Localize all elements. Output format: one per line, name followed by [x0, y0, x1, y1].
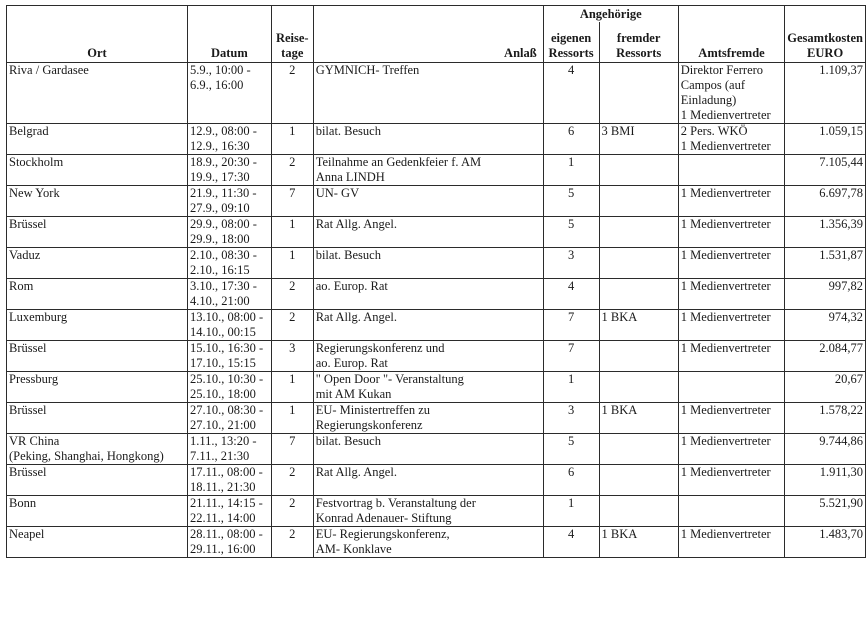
cell-amtsfremde: 1 Medienvertreter — [678, 186, 784, 217]
cell-gesamtkosten: 7.105,44 — [785, 155, 866, 186]
cell-ort: Brüssel — [7, 341, 188, 372]
cell-fremder-ressorts — [599, 465, 678, 496]
cell-reisetage: 7 — [271, 434, 313, 465]
cell-datum: 2.10., 08:30 - 2.10., 16:15 — [187, 248, 271, 279]
cell-datum: 27.10., 08:30 - 27.10., 21:00 — [187, 403, 271, 434]
cell-anlass: EU- Ministertreffen zu Regierungskonferenz — [313, 403, 543, 434]
cell-ort: Luxemburg — [7, 310, 188, 341]
cell-reisetage: 2 — [271, 310, 313, 341]
cell-eigenen-ressorts: 7 — [543, 310, 599, 341]
cell-datum: 18.9., 20:30 - 19.9., 17:30 — [187, 155, 271, 186]
cell-gesamtkosten: 6.697,78 — [785, 186, 866, 217]
cell-amtsfremde: 1 Medienvertreter — [678, 279, 784, 310]
cell-amtsfremde: 1 Medienvertreter — [678, 310, 784, 341]
cell-amtsfremde: 1 Medienvertreter — [678, 341, 784, 372]
cell-fremder-ressorts — [599, 341, 678, 372]
header-eigenen-ressorts: eigenen Ressorts — [543, 22, 599, 62]
cell-gesamtkosten: 974,32 — [785, 310, 866, 341]
cell-fremder-ressorts — [599, 248, 678, 279]
cell-ort: VR China (Peking, Shanghai, Hongkong) — [7, 434, 188, 465]
table-row — [7, 403, 866, 434]
table-row — [7, 341, 866, 372]
cell-gesamtkosten: 5.521,90 — [785, 496, 866, 527]
cell-reisetage: 7 — [271, 186, 313, 217]
cell-fremder-ressorts: 1 BKA — [599, 527, 678, 558]
cell-datum: 12.9., 08:00 - 12.9., 16:30 — [187, 124, 271, 155]
cell-ort: Rom — [7, 279, 188, 310]
cell-eigenen-ressorts: 6 — [543, 124, 599, 155]
cell-datum: 28.11., 08:00 - 29.11., 16:00 — [187, 527, 271, 558]
header-amtsfremde: Amtsfremde — [678, 6, 784, 63]
cell-reisetage: 2 — [271, 496, 313, 527]
cell-anlass: bilat. Besuch — [313, 434, 543, 465]
cell-fremder-ressorts — [599, 496, 678, 527]
cell-anlass: EU- Regierungskonferenz, AM- Konklave — [313, 527, 543, 558]
cell-gesamtkosten: 997,82 — [785, 279, 866, 310]
cell-reisetage: 1 — [271, 403, 313, 434]
cell-fremder-ressorts — [599, 279, 678, 310]
cell-amtsfremde — [678, 496, 784, 527]
table-row — [7, 186, 866, 217]
cell-eigenen-ressorts: 5 — [543, 217, 599, 248]
cell-ort: Bonn — [7, 496, 188, 527]
table-row — [7, 217, 866, 248]
travel-expenses-table — [6, 5, 866, 558]
cell-ort: Belgrad — [7, 124, 188, 155]
cell-datum: 5.9., 10:00 - 6.9., 16:00 — [187, 63, 271, 124]
table-row — [7, 155, 866, 186]
cell-amtsfremde: 1 Medienvertreter — [678, 248, 784, 279]
cell-anlass: Rat Allg. Angel. — [313, 310, 543, 341]
cell-gesamtkosten: 1.483,70 — [785, 527, 866, 558]
cell-anlass: bilat. Besuch — [313, 248, 543, 279]
cell-fremder-ressorts — [599, 217, 678, 248]
cell-ort: Brüssel — [7, 465, 188, 496]
cell-anlass: Festvortrag b. Veranstaltung der Konrad Adenauer- Stiftung — [313, 496, 543, 527]
table-row — [7, 248, 866, 279]
cell-eigenen-ressorts: 1 — [543, 372, 599, 403]
cell-amtsfremde: 1 Medienvertreter — [678, 434, 784, 465]
cell-reisetage: 3 — [271, 341, 313, 372]
cell-amtsfremde: 1 Medienvertreter — [678, 217, 784, 248]
header-angehoerige-group: Angehörige — [543, 6, 678, 23]
table-body — [7, 63, 866, 558]
cell-datum: 21.11., 14:15 - 22.11., 14:00 — [187, 496, 271, 527]
table-row — [7, 63, 866, 124]
cell-gesamtkosten: 1.531,87 — [785, 248, 866, 279]
header-anlass: Anlaß — [313, 6, 543, 63]
table-row — [7, 372, 866, 403]
cell-amtsfremde: 1 Medienvertreter — [678, 527, 784, 558]
cell-reisetage: 2 — [271, 279, 313, 310]
cell-gesamtkosten: 1.578,22 — [785, 403, 866, 434]
cell-reisetage: 2 — [271, 63, 313, 124]
cell-ort: Riva / Gardasee — [7, 63, 188, 124]
cell-anlass: Teilnahme an Gedenkfeier f. AM Anna LINDH — [313, 155, 543, 186]
cell-gesamtkosten: 1.109,37 — [785, 63, 866, 124]
cell-gesamtkosten: 20,67 — [785, 372, 866, 403]
cell-amtsfremde: Direktor Ferrero Campos (auf Einladung) 1 Medienvertreter — [678, 63, 784, 124]
cell-datum: 15.10., 16:30 - 17.10., 15:15 — [187, 341, 271, 372]
cell-reisetage: 1 — [271, 372, 313, 403]
table-row — [7, 124, 866, 155]
cell-datum: 29.9., 08:00 - 29.9., 18:00 — [187, 217, 271, 248]
cell-ort: Pressburg — [7, 372, 188, 403]
header-gesamtkosten: Gesamtkosten EURO — [785, 6, 866, 63]
cell-datum: 13.10., 08:00 - 14.10., 00:15 — [187, 310, 271, 341]
cell-gesamtkosten: 1.911,30 — [785, 465, 866, 496]
cell-datum: 3.10., 17:30 - 4.10., 21:00 — [187, 279, 271, 310]
cell-fremder-ressorts: 1 BKA — [599, 310, 678, 341]
cell-anlass: ao. Europ. Rat — [313, 279, 543, 310]
cell-datum: 1.11., 13:20 - 7.11., 21:30 — [187, 434, 271, 465]
cell-fremder-ressorts: 3 BMI — [599, 124, 678, 155]
cell-gesamtkosten: 1.356,39 — [785, 217, 866, 248]
cell-ort: Brüssel — [7, 217, 188, 248]
cell-eigenen-ressorts: 4 — [543, 527, 599, 558]
cell-eigenen-ressorts: 1 — [543, 496, 599, 527]
cell-eigenen-ressorts: 7 — [543, 341, 599, 372]
cell-reisetage: 1 — [271, 124, 313, 155]
cell-ort: Stockholm — [7, 155, 188, 186]
cell-fremder-ressorts — [599, 372, 678, 403]
header-reisetage: Reise- tage — [271, 6, 313, 63]
cell-reisetage: 2 — [271, 155, 313, 186]
header-ort: Ort — [7, 6, 188, 63]
cell-fremder-ressorts — [599, 186, 678, 217]
table-row — [7, 434, 866, 465]
cell-amtsfremde: 1 Medienvertreter — [678, 465, 784, 496]
table-row — [7, 527, 866, 558]
cell-datum: 21.9., 11:30 - 27.9., 09:10 — [187, 186, 271, 217]
cell-anlass: GYMNICH- Treffen — [313, 63, 543, 124]
cell-eigenen-ressorts: 3 — [543, 248, 599, 279]
cell-eigenen-ressorts: 5 — [543, 434, 599, 465]
cell-reisetage: 1 — [271, 217, 313, 248]
cell-ort: Brüssel — [7, 403, 188, 434]
header-fremder-ressorts: fremder Ressorts — [599, 22, 678, 62]
table-row — [7, 310, 866, 341]
cell-eigenen-ressorts: 1 — [543, 155, 599, 186]
cell-eigenen-ressorts: 4 — [543, 279, 599, 310]
table-header — [7, 6, 866, 63]
cell-anlass: Regierungskonferenz und ao. Europ. Rat — [313, 341, 543, 372]
cell-ort: New York — [7, 186, 188, 217]
cell-datum: 25.10., 10:30 - 25.10., 18:00 — [187, 372, 271, 403]
cell-amtsfremde — [678, 372, 784, 403]
cell-anlass: UN- GV — [313, 186, 543, 217]
cell-fremder-ressorts: 1 BKA — [599, 403, 678, 434]
table-row — [7, 496, 866, 527]
cell-datum: 17.11., 08:00 - 18.11., 21:30 — [187, 465, 271, 496]
cell-anlass: Rat Allg. Angel. — [313, 217, 543, 248]
cell-fremder-ressorts — [599, 63, 678, 124]
cell-fremder-ressorts — [599, 434, 678, 465]
cell-reisetage: 2 — [271, 527, 313, 558]
header-datum: Datum — [187, 6, 271, 63]
cell-amtsfremde — [678, 155, 784, 186]
table-row — [7, 279, 866, 310]
cell-fremder-ressorts — [599, 155, 678, 186]
cell-eigenen-ressorts: 5 — [543, 186, 599, 217]
cell-eigenen-ressorts: 3 — [543, 403, 599, 434]
table-row — [7, 465, 866, 496]
cell-anlass: bilat. Besuch — [313, 124, 543, 155]
cell-anlass: " Open Door "- Veranstaltung mit AM Kukan — [313, 372, 543, 403]
cell-reisetage: 1 — [271, 248, 313, 279]
cell-eigenen-ressorts: 6 — [543, 465, 599, 496]
cell-gesamtkosten: 1.059,15 — [785, 124, 866, 155]
cell-gesamtkosten: 2.084,77 — [785, 341, 866, 372]
cell-reisetage: 2 — [271, 465, 313, 496]
cell-amtsfremde: 2 Pers. WKÖ 1 Medienvertreter — [678, 124, 784, 155]
cell-ort: Vaduz — [7, 248, 188, 279]
cell-eigenen-ressorts: 4 — [543, 63, 599, 124]
cell-ort: Neapel — [7, 527, 188, 558]
cell-amtsfremde: 1 Medienvertreter — [678, 403, 784, 434]
cell-gesamtkosten: 9.744,86 — [785, 434, 866, 465]
cell-anlass: Rat Allg. Angel. — [313, 465, 543, 496]
